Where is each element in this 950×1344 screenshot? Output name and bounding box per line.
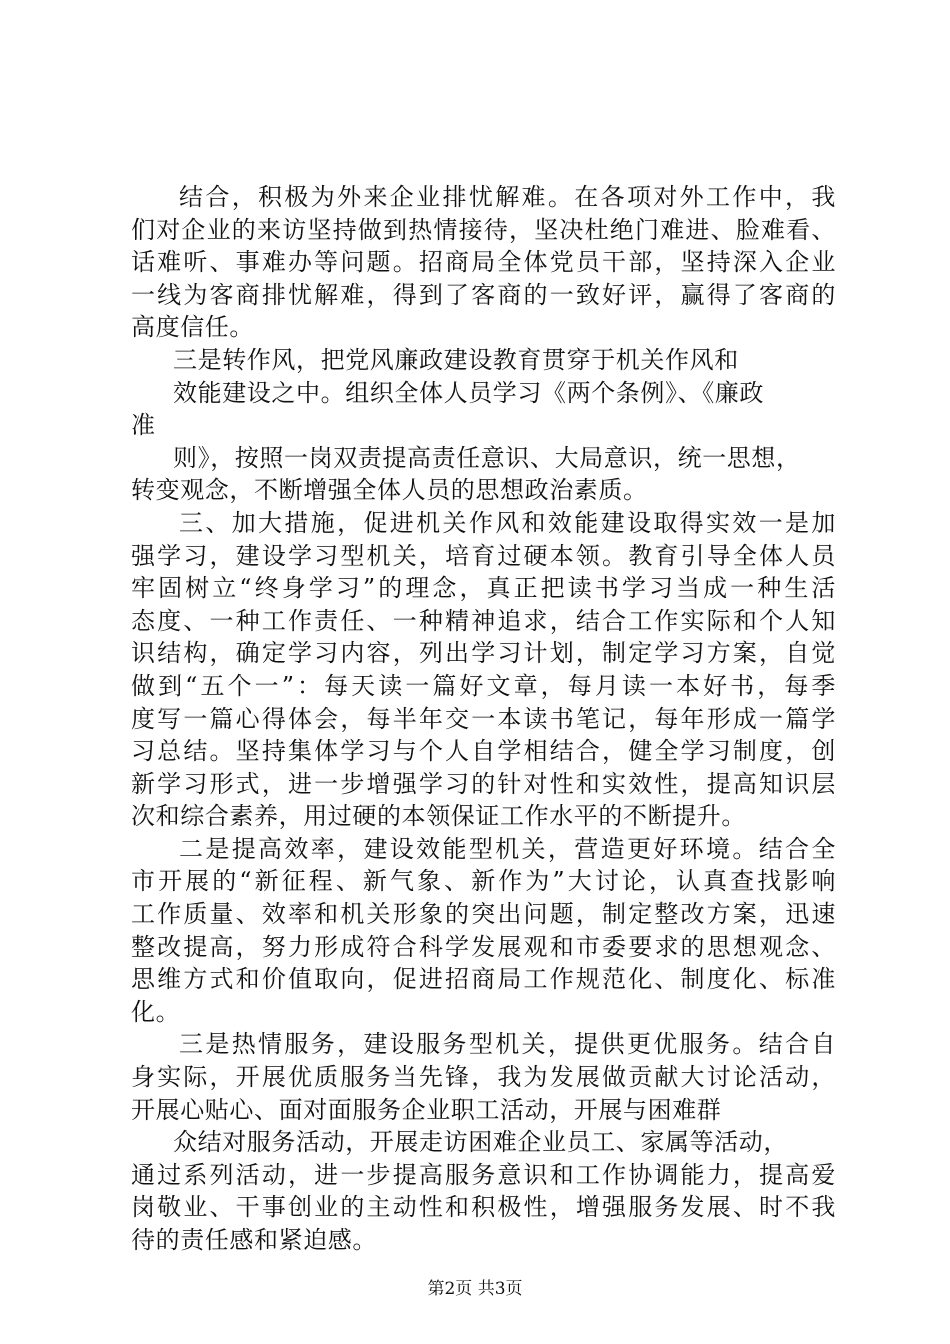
text-line: 二是提高效率，建设效能型机关，营造更好环境。结合全 <box>179 834 836 863</box>
text-line: 开展心贴心、面对面服务企业职工活动，开展与困难群 <box>131 1095 722 1124</box>
text-line: 牢固树立“终身学习”的理念，真正把读书学习当成一种生活 <box>131 574 836 603</box>
text-line: 通过系列活动，进一步提高服务意识和工作协调能力，提高爱 <box>131 1160 836 1189</box>
text-line: 身实际，开展优质服务当先锋，我为发展做贡献大讨论活动， <box>131 1063 836 1092</box>
text-line: 整改提高，努力形成符合科学发展观和市委要求的思想观念、 <box>131 932 836 961</box>
text-line: 则》，按照一岗双责提高责任意识、大局意识，统一思想， <box>173 443 801 472</box>
text-line: 识结构，确定学习内容，列出学习计划，制定学习方案，自觉 <box>131 639 836 668</box>
text-line: 岗敬业、干事创业的主动性和积极性，增强服务发展、时不我 <box>131 1193 836 1222</box>
document-body <box>131 181 836 1257</box>
text-line: 做到“五个一”：每天读一篇好文章，每月读一本好书，每季 <box>131 671 836 700</box>
text-line: 工作质量、效率和机关形象的突出问题，制定整改方案，迅速 <box>131 900 836 929</box>
text-line: 转变观念，不断增强全体人员的思想政治素质。 <box>131 476 648 505</box>
text-line: 一线为客商排忧解难，得到了客商的一致好评，赢得了客商的 <box>131 280 836 309</box>
text-line: 结合，积极为外来企业排忧解难。在各项对外工作中，我 <box>179 183 836 211</box>
text-line: 待的责任感和紧迫感。 <box>131 1226 377 1254</box>
text-line: 态度、一种工作责任、一种精神追求，结合工作实际和个人知 <box>131 606 836 635</box>
text-line: 话难听、事难办等问题。招商局全体党员干部，坚持深入企业 <box>131 248 836 277</box>
text-line: 次和综合素养，用过硬的本领保证工作水平的不断提升。 <box>131 802 746 831</box>
text-line: 市开展的“新征程、新气象、新作为”大讨论，认真查找影响 <box>131 867 836 896</box>
text-line: 强学习，建设学习型机关，培育过硬本领。教育引导全体人员 <box>131 541 836 570</box>
text-line: 众结对服务活动，开展走访困难企业员工、家属等活动， <box>173 1128 788 1157</box>
text-line: 新学习形式，进一步增强学习的针对性和实效性，提高知识层 <box>131 769 836 798</box>
text-line: 效能建设之中。组织全体人员学习《两个条例》、《廉政 <box>173 378 764 407</box>
text-line: 高度信任。 <box>131 313 254 342</box>
text-line: 准 <box>131 411 156 440</box>
text-line: 习总结。坚持集体学习与个人自学相结合，健全学习制度，创 <box>131 737 836 766</box>
text-line: 三是热情服务，建设服务型机关，提供更优服务。结合自 <box>179 1030 836 1059</box>
page-number-footer: 第2页 共3页 <box>427 1279 523 1299</box>
text-line: 们对企业的来访坚持做到热情接待，坚决杜绝门难进、脸难看、 <box>131 215 836 244</box>
text-line: 三是转作风，把党风廉政建设教育贯穿于机关作风和 <box>173 345 739 374</box>
text-line: 三、加大措施，促进机关作风和效能建设取得实效一是加 <box>179 508 836 537</box>
text-line: 思维方式和价值取向，促进招商局工作规范化、制度化、标准 <box>131 965 836 994</box>
text-line: 度写一篇心得体会，每半年交一本读书笔记，每年形成一篇学 <box>131 704 836 733</box>
text-line: 化。 <box>131 997 181 1026</box>
